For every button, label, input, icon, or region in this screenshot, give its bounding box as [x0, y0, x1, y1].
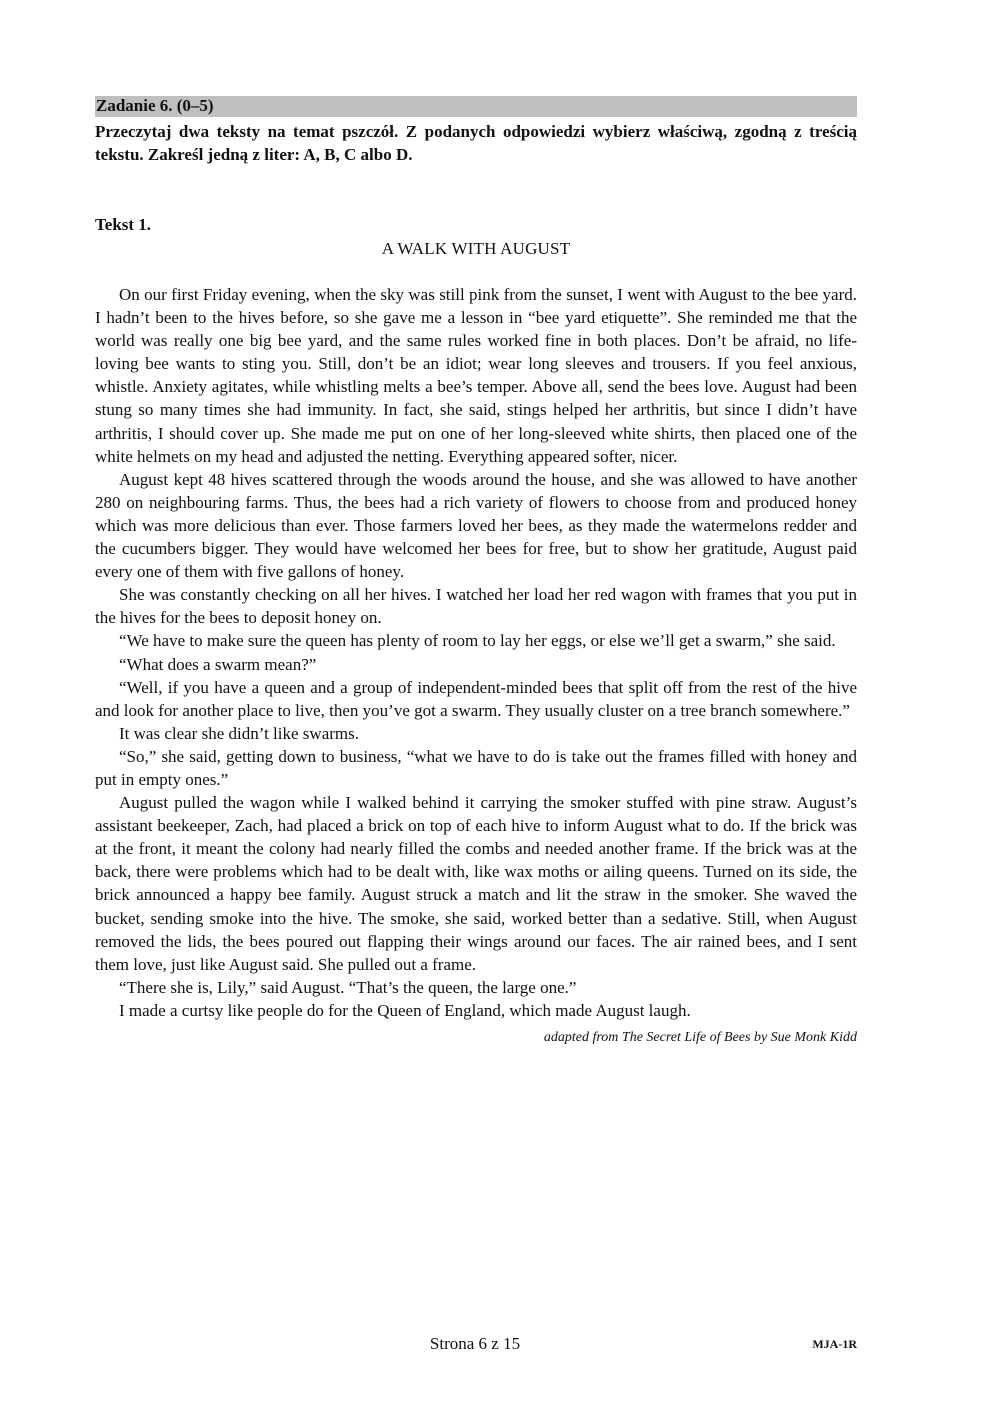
task-instruction: Przeczytaj dwa teksty na temat pszczół. Z podanych odpowiedzi wybierz właściwą, zgodną z treścią tekstu. Zakreśl jedną z liter: A, B, C albo D. — [95, 122, 857, 164]
paragraph: August kept 48 hives scattered through the woods around the house, and she was allowed to have another 280 on neighbouring farms. Thus, the bees had a rich variety of flowers to choose from and produced honey which was more delicious than ever. Those farmers loved her bees, as they made the watermelons redder and the cucumbers bigger. They would have welcomed her bees for free, but to show her gratitude, August paid every one of them with five gallons of honey. — [95, 469, 857, 582]
paragraph: She was constantly checking on all her hives. I watched her load her red wagon with frames that you put in the hives for the bees to deposit honey on. — [95, 585, 857, 628]
source-attribution: adapted from The Secret Life of Bees by Sue Monk Kidd — [543, 1030, 857, 1045]
paragraph: “So,” she said, getting down to business, “what we have to do is take out the frames filled with honey and put in empty ones.” — [95, 746, 857, 789]
paragraph: “What does a swarm mean?” — [119, 654, 317, 674]
exam-code: MJA-1R — [812, 1337, 857, 1351]
page-number: Strona 6 z 15 — [429, 1334, 521, 1353]
exam-page — [95, 96, 857, 1048]
story-body — [95, 283, 857, 1022]
task-header: Zadanie 6. (0–5) — [95, 96, 857, 117]
paragraph: On our first Friday evening, when the sky was still pink from the sunset, I went with August to the bee yard. I hadn’t been to the hives before, so she gave me a lesson in “bee yard etiquette”. She reminded me that the world was really one big bee yard, and the same rules worked fine in both places. Don’t be afraid, no life-loving bee wants to sting you. Still, don’t be an idiot; wear long sleeves and trousers. If you feel anxious, whistle. Anxiety agitates, while whistling melts a bee’s temper. Above all, send the bees love. August had been stung so many times she had immunity. In fact, she said, stings helped her arthritis, but since I didn’t have arthritis, I should cover up. She made me put on one of her long-sleeved white shirts, then placed one of the white helmets on my head and adjusted the netting. Everything appeared softer, nicer. — [95, 285, 857, 466]
paragraph: August pulled the wagon while I walked behind it carrying the smoker stuffed with pine straw. August’s assistant beekeeper, Zach, had placed a brick on top of each hive to inform August what to do. If the brick was at the front, it meant the colony had nearly filled the combs and needed another frame. If the brick was at the back, there were problems which had to be dealt with, like wax moths or ailing queens. Turned on its side, the brick announced a happy bee family. August struck a match and lit the straw in the smoker. She waved the bucket, sending smoke into the hive. The smoke, she said, worked better than a sedative. Still, when August removed the lids, the bees poured out flapping their wings around our faces. The air rained bees, and I sent them love, just like August said. She pulled out a frame. — [95, 793, 857, 974]
story-title: A WALK WITH AUGUST — [381, 239, 571, 258]
paragraph: It was clear she didn’t like swarms. — [119, 723, 359, 743]
text-label: Tekst 1. — [95, 215, 152, 234]
paragraph: I made a curtsy like people do for the Queen of England, which made August laugh. — [119, 1000, 691, 1020]
paragraph: “Well, if you have a queen and a group of independent-minded bees that split off from the rest of the hive and look for another place to live, then you’ve got a swarm. They usually cluster on a tree branch somewhere.” — [95, 677, 857, 720]
paragraph: “There she is, Lily,” said August. “That’s the queen, the large one.” — [119, 977, 577, 997]
paragraph: “We have to make sure the queen has plenty of room to lay her eggs, or else we’ll get a swarm,” she said. — [119, 631, 836, 651]
